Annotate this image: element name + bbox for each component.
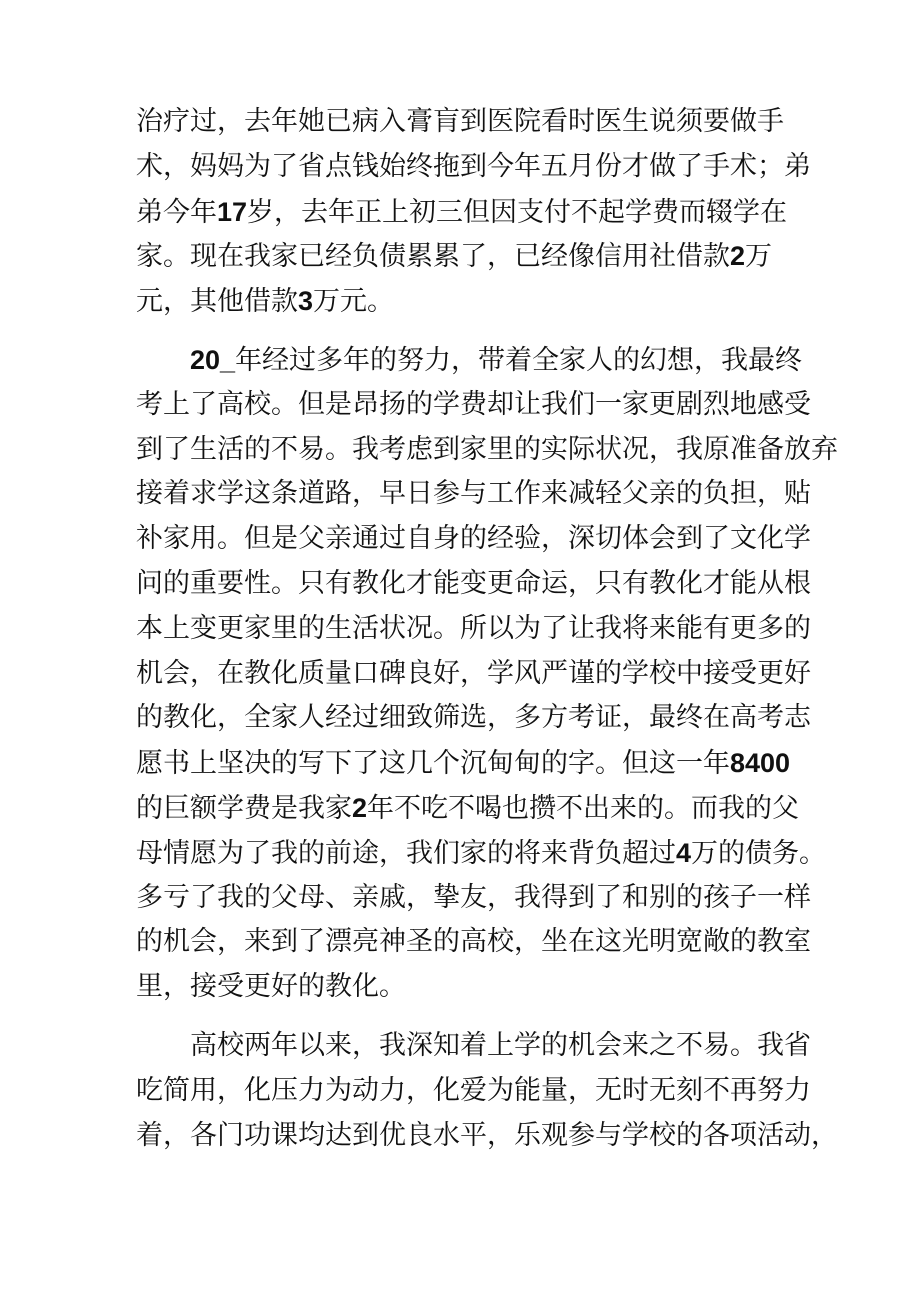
text-line [136,279,816,324]
text-run: 机会，在教化质量口碑良好，学风严谨的学校中接受更好 [136,657,811,689]
number-run: 4 [676,837,692,868]
text-run: 吃简用，化压力为动力，化爱为能量，无时无刻不再努力 [136,1074,811,1106]
text-run: 多亏了我的父母、亲戚，挚友，我得到了和别的孩子一样 [136,881,811,913]
number-run: 2 [352,792,368,823]
text-run: 万 [745,241,773,273]
text-run: 年经过多年的努力，带着全家人的幻想，我最终 [235,344,803,376]
text-line [136,338,816,383]
text-run: 愿书上坚决的写下了这几个沉甸甸的字。但这一年 [136,748,730,780]
text-run: 术，妈妈为了省点钱始终拖到今年五月份才做了手术；弟 [136,150,811,182]
text-line [136,741,816,786]
text-line [136,100,816,145]
text-line [136,920,816,965]
text-line [136,696,816,741]
text-run: 的巨额学费是我家 [136,792,352,824]
number-run: 2 [730,241,746,272]
text-run: 问的重要性。只有教化才能变更命运，只有教化才能从根 [136,567,811,599]
text-run: 元，其他借款 [136,286,298,318]
text-line [136,472,816,517]
text-run: 母情愿为了我的前途，我们家的将来背负超过 [136,837,676,869]
number-run: 17 [217,196,248,227]
text-run: 补家用。但是父亲通过自身的经验，深切体会到了文化学 [136,523,811,555]
text-run: 考上了高校。但是昂扬的学费却让我们一家更剧烈地感受 [136,388,811,420]
number-run: 8400 [730,748,791,779]
paragraph [136,1024,838,1158]
text-run: 的教化，全家人经过细致筛选，多方考证，最终在高考志 [136,702,811,734]
text-line [136,1024,816,1069]
text-run: 弟今年 [136,196,217,228]
text-run: 着，各门功课均达到优良水平，乐观参与学校的各项活动， [136,1119,838,1151]
text-run: 年不吃不喝也攒不出来的。而我的父 [367,792,800,824]
text-line [136,831,827,876]
text-run: 里，接受更好的教化。 [136,971,406,1003]
document-body [136,100,838,1172]
text-run: 高校两年以来，我深知着上学的机会来之不易。我省 [190,1029,811,1061]
paragraph [136,100,816,324]
text-run: 到了生活的不易。我考虑到家里的实际状况，我原准备放弃 [136,433,838,465]
text-line [136,383,816,428]
text-line [136,607,816,652]
number-run: 3 [298,286,314,317]
text-run: 岁，去年正上初三但因支付不起学费而辍学在 [247,196,788,228]
text-run: 万的债务。 [691,837,827,869]
text-run: 的机会，来到了漂亮神圣的高校，坐在这光明宽敞的教室 [136,926,811,958]
text-run: 家。现在我家已经负债累累了，已经像信用社借款 [136,241,730,273]
text-line [136,234,816,279]
text-run: 万元。 [313,286,395,318]
text-line [136,190,816,235]
number-run: 20_ [190,344,236,375]
text-line [136,876,816,921]
text-run: 本上变更家里的生活状况。所以为了让我将来能有更多的 [136,612,811,644]
text-line [136,786,816,831]
text-line [136,652,816,697]
text-line [136,1069,816,1114]
text-line [136,965,816,1010]
text-run: 治疗过，去年她已病入膏肓到医院看时医生说须要做手 [136,106,784,137]
text-line [136,562,816,607]
text-run: 接着求学这条道路，早日参与工作来减轻父亲的负担，贴 [136,478,811,510]
text-line [136,428,838,473]
text-line [136,1114,838,1159]
text-line [136,517,816,562]
paragraph [136,338,838,1010]
text-line [136,145,816,190]
